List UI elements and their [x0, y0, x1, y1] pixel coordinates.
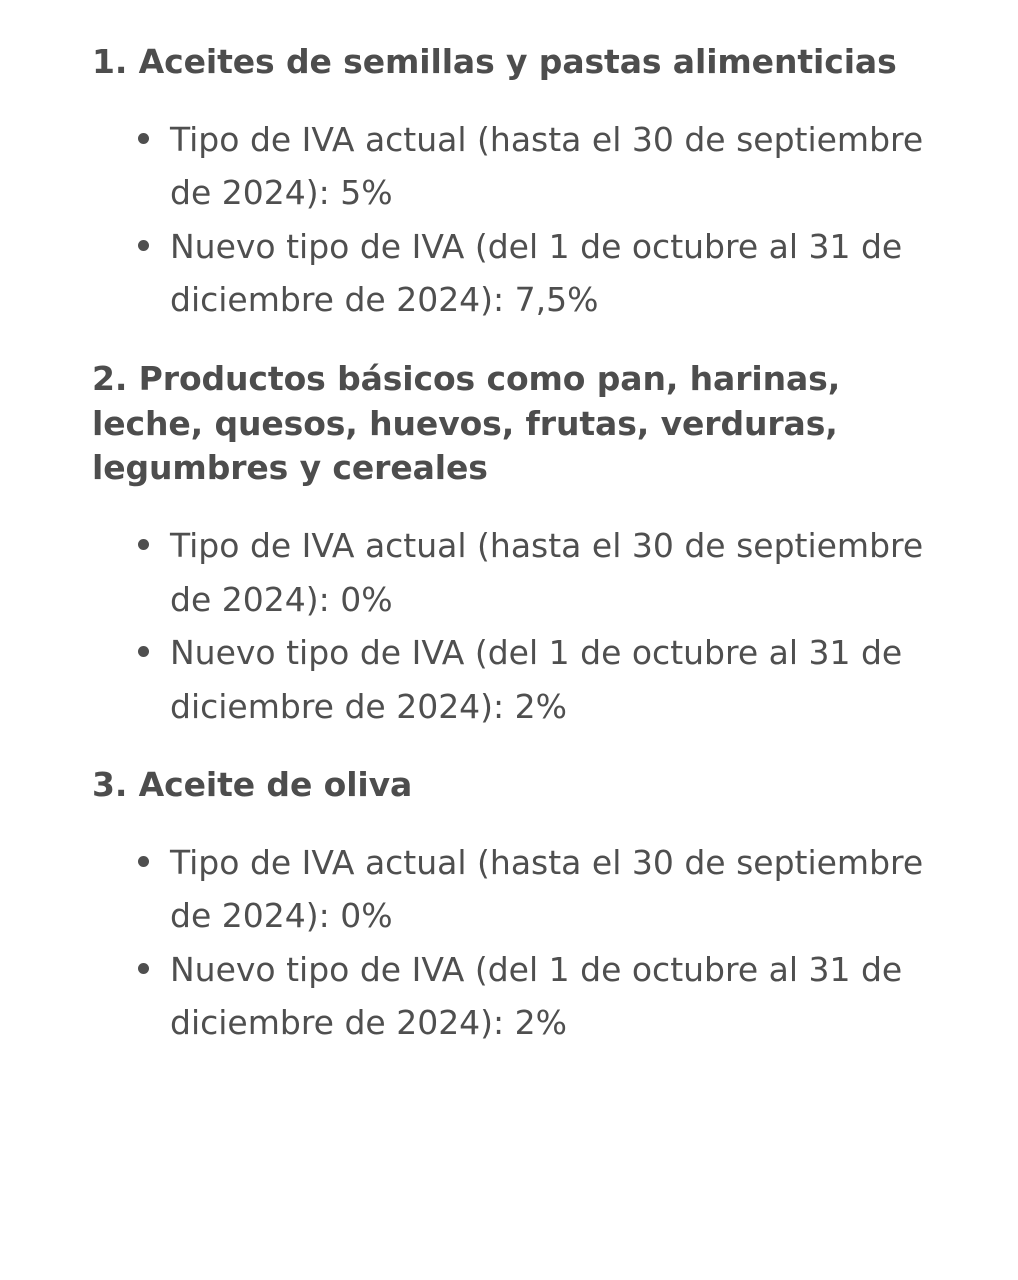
bullet-dot-icon: [138, 856, 149, 867]
bullet-list: [92, 836, 958, 1050]
spacer: [92, 91, 958, 113]
list-item-text: Nuevo tipo de IVA (del 1 de octubre al 31 de diciembre de 2024): 2%: [170, 633, 903, 726]
list-item-text: Tipo de IVA actual (hasta el 30 de septiembre de 2024): 0%: [170, 526, 924, 619]
spacer: [92, 814, 958, 836]
bullet-dot-icon: [138, 646, 149, 657]
bullet-dot-icon: [138, 539, 149, 550]
bullet-dot-icon: [138, 963, 149, 974]
list-item-text: Nuevo tipo de IVA (del 1 de octubre al 31 de diciembre de 2024): 7,5%: [170, 226, 903, 320]
section-seed-oils: [92, 40, 958, 357]
spacer: [92, 497, 958, 519]
bullet-list: [92, 113, 958, 327]
list-item: [92, 113, 958, 220]
list-item-text: Tipo de IVA actual (hasta el 30 de septiembre de 2024): 0%: [170, 843, 924, 936]
spacer: [92, 327, 958, 357]
list-item-text: Tipo de IVA actual (hasta el 30 de septiembre de 2024): 5%: [170, 119, 924, 213]
bullet-dot-icon: [138, 133, 149, 144]
section-heading: 3. Aceite de oliva: [92, 765, 413, 805]
bullet-dot-icon: [138, 240, 149, 251]
spacer: [92, 733, 958, 763]
list-item: [92, 626, 958, 733]
bullet-list: [92, 519, 958, 733]
list-item: [92, 836, 958, 943]
list-item-text: Nuevo tipo de IVA (del 1 de octubre al 31 de diciembre de 2024): 2%: [170, 949, 903, 1043]
section-heading: 2. Productos básicos como pan, harinas, leche, quesos, huevos, frutas, verduras, legumbres y cereales: [92, 358, 841, 488]
list-item: [92, 519, 958, 626]
list-item: [92, 943, 958, 1050]
list-item: [92, 220, 958, 327]
section-olive-oil: [92, 763, 958, 1050]
section-heading: 1. Aceites de semillas y pastas alimenticias: [92, 42, 897, 81]
section-basic-products: [92, 357, 958, 763]
